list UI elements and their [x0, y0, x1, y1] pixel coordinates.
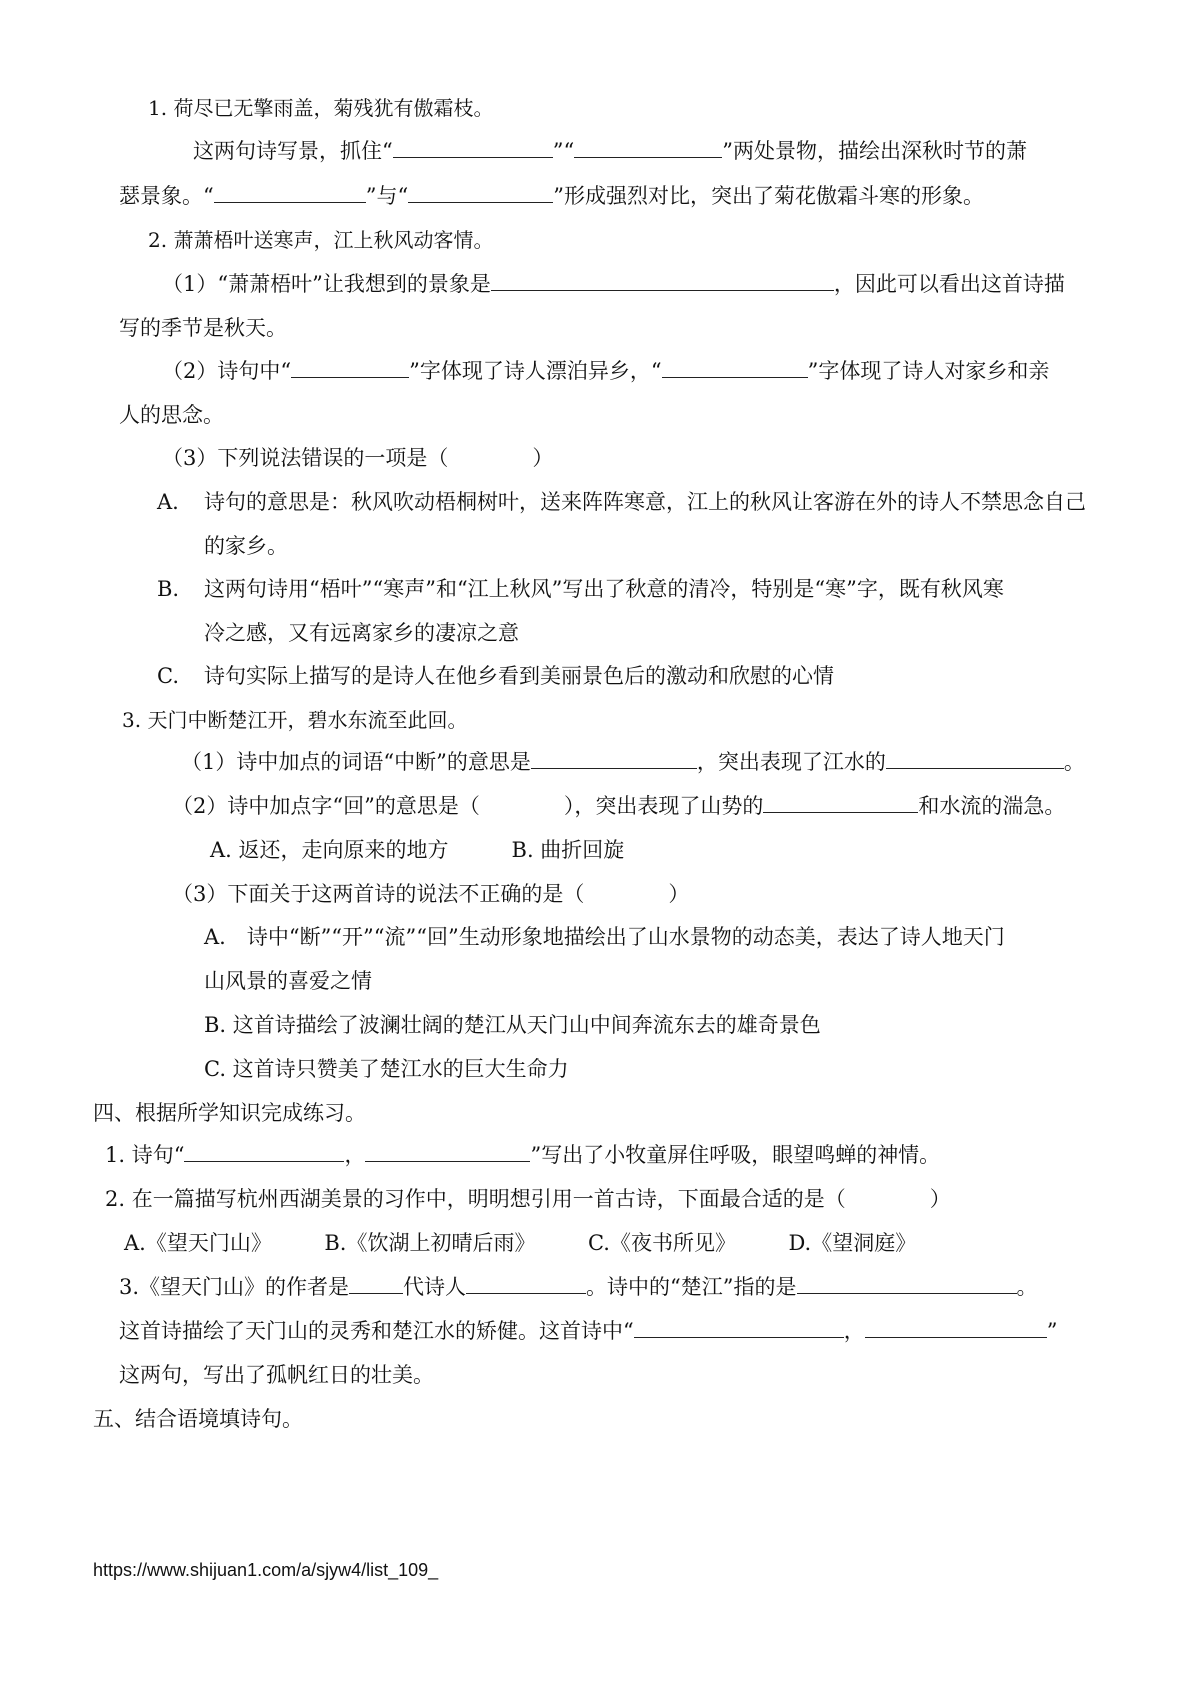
q2-option-b-label: B.: [157, 577, 180, 601]
section-4-heading: 四、根据所学知识完成练习。: [93, 1101, 366, 1125]
s4-q3: 3.《望天门山》的作者是 代诗人 。诗中的“楚江”指的是 。: [119, 1275, 1038, 1299]
blank[interactable]: [662, 357, 808, 378]
q2-option-a-label: A.: [157, 490, 179, 514]
q3-option-a-cont: 山风景的喜爱之情: [204, 969, 372, 993]
s4-q3-cont2: 这两句，写出了孤帆红日的壮美。: [119, 1363, 434, 1387]
q2-option-c: 诗句实际上描写的是诗人在他乡看到美丽景色后的激动和欣慰的心情: [204, 664, 834, 688]
blank[interactable]: [349, 1273, 403, 1294]
q2-option-c-label: C.: [157, 664, 179, 688]
q3-option-c: C. 这首诗只赞美了楚江水的巨大生命力: [204, 1057, 569, 1081]
q2-title: 2. 萧萧梧叶送寒声，江上秋风动客情。: [148, 228, 494, 252]
blank[interactable]: [797, 1273, 1017, 1294]
blank[interactable]: [291, 357, 409, 378]
q3-part1: （1）诗中加点的词语“中断”的意思是 ，突出表现了江水的 。: [181, 750, 1085, 774]
s4-q1: 1. 诗句“ ， ”写出了小牧童屏住呼吸，眼望鸣蝉的神情。: [105, 1143, 941, 1167]
blank[interactable]: [865, 1317, 1047, 1338]
blank[interactable]: [214, 182, 366, 203]
blank[interactable]: [886, 748, 1064, 769]
section-5-heading: 五、结合语境填诗句。: [93, 1407, 303, 1431]
blank[interactable]: [763, 792, 918, 813]
blank[interactable]: [408, 182, 553, 203]
q1-title: 1. 荷尽已无擎雨盖，菊残犹有傲霜枝。: [148, 96, 494, 120]
blank[interactable]: [393, 137, 553, 158]
blank[interactable]: [634, 1317, 844, 1338]
blank[interactable]: [466, 1273, 586, 1294]
q2-part3: （3）下列说法错误的一项是（ ）: [162, 446, 554, 470]
s4-q2-options: A.《望天门山》 B.《饮湖上初晴后雨》 C.《夜书所见》 D.《望洞庭》: [124, 1231, 917, 1255]
s4-q2: 2. 在一篇描写杭州西湖美景的习作中，明明想引用一首古诗，下面最合适的是（ ）: [105, 1187, 951, 1211]
q2-option-a-cont: 的家乡。: [204, 534, 288, 558]
q2-option-b: 这两句诗用“梧叶”“寒声”和“江上秋风”写出了秋意的清冷，特别是“寒”字，既有秋风寒: [204, 577, 1004, 601]
q1-line1: 这两句诗写景，抓住“ ”“ ”两处景物，描绘出深秋时节的萧: [193, 139, 1027, 163]
q3-option-a: A. 诗中“断”“开”“流”“回”生动形象地描绘出了山水景物的动态美，表达了诗人地天门: [204, 925, 1005, 949]
footer-url[interactable]: https://www.shijuan1.com/a/sjyw4/list_109_: [93, 1560, 439, 1580]
blank[interactable]: [574, 137, 722, 158]
blank[interactable]: [184, 1141, 344, 1162]
q1-line2: 瑟景象。“ ”与“ ”形成强烈对比，突出了菊花傲霜斗寒的形象。: [119, 184, 984, 208]
q3-part2: （2）诗中加点字“回”的意思是（ ），突出表现了山势的 和水流的湍急。: [172, 794, 1066, 818]
blank[interactable]: [491, 270, 834, 291]
q3-option-b: B. 这首诗描绘了波澜壮阔的楚江从天门山中间奔流东去的雄奇景色: [204, 1013, 821, 1037]
s4-q3-cont: 这首诗描绘了天门山的灵秀和楚江水的矫健。这首诗中“ ， ”: [119, 1319, 1058, 1343]
q2-part1: （1）“萧萧梧叶”让我想到的景象是 ，因此可以看出这首诗描: [162, 272, 1065, 296]
q2-part2-cont: 人的思念。: [119, 403, 224, 427]
q3-part2-options: A. 返还，走向原来的地方 B. 曲折回旋: [210, 838, 625, 862]
q3-title: 3. 天门中断楚江开，碧水东流至此回。: [122, 708, 468, 732]
blank[interactable]: [531, 748, 697, 769]
q2-option-b-cont: 冷之感，又有远离家乡的凄凉之意: [204, 621, 519, 645]
q2-part1-cont: 写的季节是秋天。: [119, 316, 287, 340]
q2-option-a: 诗句的意思是：秋风吹动梧桐树叶，送来阵阵寒意，江上的秋风让客游在外的诗人不禁思念自己: [204, 490, 1086, 514]
q2-part2: （2）诗句中“ ”字体现了诗人漂泊异乡，“ ”字体现了诗人对家乡和亲: [162, 359, 1050, 383]
q3-part3: （3）下面关于这两首诗的说法不正确的是（ ）: [172, 882, 690, 906]
blank[interactable]: [365, 1141, 530, 1162]
